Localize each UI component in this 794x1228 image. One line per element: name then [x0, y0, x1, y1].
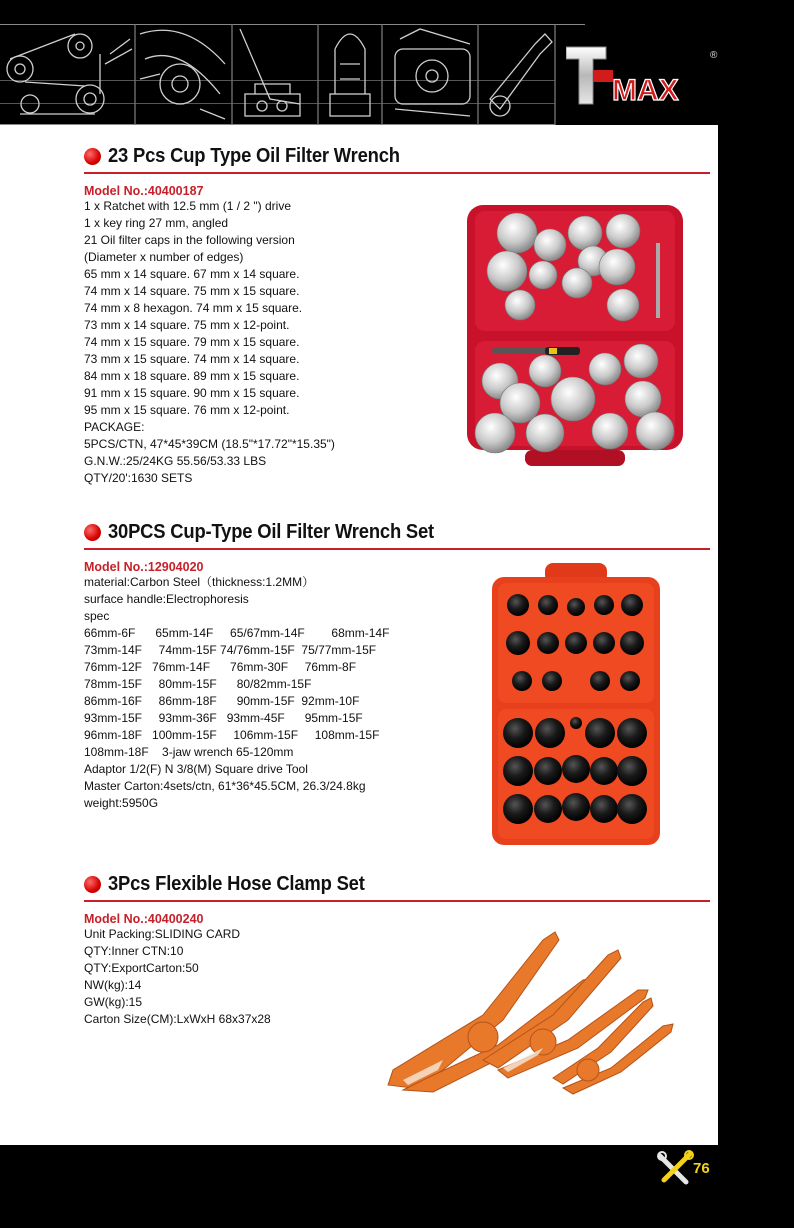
- section-3-model-number: Model No.:40400240: [84, 911, 204, 926]
- spec-line: QTY/20':1630 SETS: [84, 470, 193, 485]
- spec-row: 73mm-14F 74mm-15F 74/76mm-15F 75/77mm-15F: [84, 642, 377, 657]
- spec-line: QTY:ExportCarton:50: [84, 960, 199, 975]
- section-3-title: 3Pcs Flexible Hose Clamp Set: [108, 872, 365, 895]
- spec-line: G.N.W.:25/24KG 55.56/53.33 LBS: [84, 453, 267, 468]
- spec-line: 91 mm x 15 square. 90 mm x 15 square.: [84, 385, 300, 400]
- spec-line: surface handle:Electrophoresis: [84, 591, 249, 606]
- wrench-icon: [490, 34, 552, 116]
- header-tool-illustrations: [0, 24, 560, 125]
- bullet-dot-icon: [84, 148, 101, 165]
- spec-line: GW(kg):15: [84, 994, 143, 1009]
- bullet-dot-icon: [84, 876, 101, 893]
- spec-line: weight:5950G: [84, 795, 159, 810]
- crossed-tools-icon: [656, 1148, 696, 1188]
- hub-tool-icon: [395, 29, 470, 116]
- spec-line: 21 Oil filter caps in the following version: [84, 232, 295, 247]
- svg-text:MAX: MAX: [612, 74, 679, 107]
- spec-line: 74 mm x 15 square. 79 mm x 15 square.: [84, 334, 300, 349]
- spec-line: QTY:Inner CTN:10: [84, 943, 184, 958]
- spring-clamp-icon: [330, 34, 370, 116]
- spec-row: 96mm-18F 100mm-15F 106mm-15F 108mm-15F: [84, 727, 380, 742]
- section-2-title: 30PCS Cup-Type Oil Filter Wrench Set: [108, 520, 435, 543]
- section-2-model-number: Model No.:12904020: [84, 559, 204, 574]
- spec-line: 74 mm x 14 square. 75 mm x 15 square.: [84, 283, 300, 298]
- spec-line: 74 mm x 8 hexagon. 74 mm x 15 square.: [84, 300, 303, 315]
- spec-line: PACKAGE:: [84, 419, 145, 434]
- spec-line: 5PCS/CTN, 47*45*39CM (18.5"*17.72"*15.35"): [84, 436, 335, 451]
- page-number: 76: [693, 1160, 710, 1177]
- section-1-title: 23 Pcs Cup Type Oil Filter Wrench: [108, 144, 400, 167]
- bullet-dot-icon: [84, 524, 101, 541]
- spec-line: Carton Size(CM):LxWxH 68x37x28: [84, 1011, 271, 1026]
- oil-filter-wrench-kit-photo: [465, 203, 685, 468]
- spec-line: 1 x key ring 27 mm, angled: [84, 215, 229, 230]
- spec-line: spec: [84, 608, 110, 623]
- spec-line: NW(kg):14: [84, 977, 142, 992]
- belt-pulley-icon: [7, 34, 132, 114]
- spec-row: 76mm-12F 76mm-14F 76mm-30F 76mm-8F: [84, 659, 357, 674]
- spec-line: 95 mm x 15 square. 76 mm x 12-point.: [84, 402, 290, 417]
- bearing-puller-icon: [140, 30, 225, 119]
- spec-line: 1 x Ratchet with 12.5 mm (1 / 2 ") drive: [84, 198, 291, 213]
- spec-line: (Diameter x number of edges): [84, 249, 244, 264]
- registered-mark: ®: [710, 50, 718, 61]
- spec-row: 86mm-16F 86mm-18F 90mm-15F 92mm-10F: [84, 693, 360, 708]
- header-banner: [0, 0, 794, 125]
- spec-row: 78mm-15F 80mm-15F 80/82mm-15F: [84, 676, 312, 691]
- spec-line: Unit Packing:SLIDING CARD: [84, 926, 241, 941]
- lever-tool-icon: [240, 29, 300, 116]
- section-1-heading: [84, 144, 710, 168]
- section-3-divider: [84, 900, 710, 902]
- spec-line: 73 mm x 15 square. 74 mm x 14 square.: [84, 351, 300, 366]
- brand-logo: [566, 42, 716, 108]
- oil-filter-wrench-set-photo: [490, 563, 662, 847]
- spec-line: Master Carton:4sets/ctn, 61*36*45.5CM, 26.3/24.8kg: [84, 778, 366, 793]
- spec-row: 66mm-6F 65mm-14F 65/67mm-14F 68mm-14F: [84, 625, 390, 640]
- spec-row: 108mm-18F 3-jaw wrench 65-120mm: [84, 744, 294, 759]
- section-1-divider: [84, 172, 710, 174]
- spec-line: Adaptor 1/2(F) N 3/8(M) Square drive Tool: [84, 761, 308, 776]
- spec-line: material:Carbon Steel（thickness:1.2MM）: [84, 574, 315, 589]
- hose-clamp-set-photo: [383, 920, 683, 1098]
- section-2-heading: [84, 520, 710, 544]
- spec-line: 73 mm x 14 square. 75 mm x 12-point.: [84, 317, 290, 332]
- spec-line: 65 mm x 14 square. 67 mm x 14 square.: [84, 266, 300, 281]
- section-2-divider: [84, 548, 710, 550]
- section-1-model-number: Model No.:40400187: [84, 183, 204, 198]
- spec-line: 84 mm x 18 square. 89 mm x 15 square.: [84, 368, 300, 383]
- section-3-heading: [84, 872, 710, 896]
- spec-row: 93mm-15F 93mm-36F 93mm-45F 95mm-15F: [84, 710, 363, 725]
